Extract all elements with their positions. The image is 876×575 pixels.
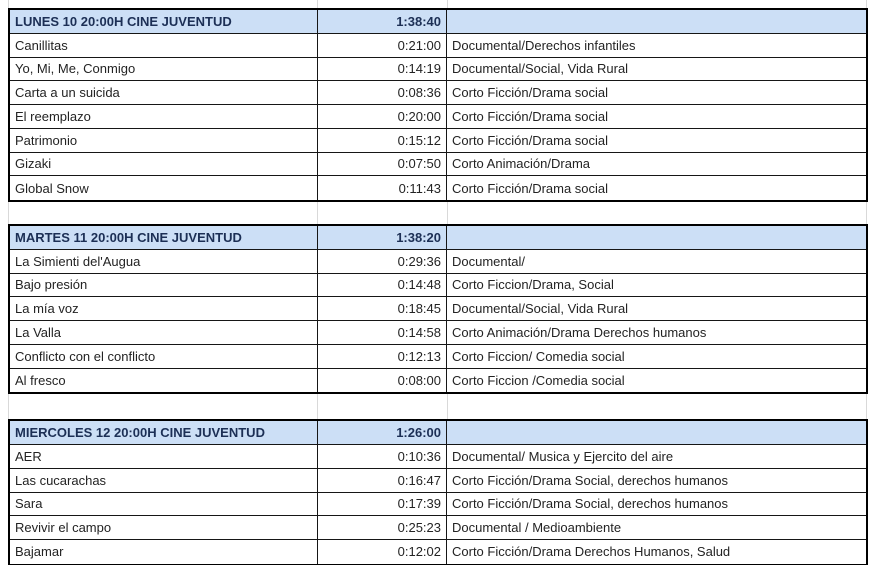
film-title-cell[interactable]: Bajo presión	[10, 274, 318, 297]
film-genre-cell[interactable]: Corto Ficcion /Comedia social	[452, 372, 625, 388]
film-genre-cell[interactable]: Corto Ficción/Drama Social, derechos humanos	[452, 496, 729, 512]
table-header-row	[10, 226, 866, 250]
film-genre-cell[interactable]: Corto Animación/Drama	[452, 156, 590, 172]
film-row	[10, 345, 866, 369]
film-row	[10, 469, 866, 493]
session-empty-header-cell[interactable]	[447, 226, 866, 249]
film-title-cell[interactable]: Bajamar	[10, 540, 318, 564]
film-title-cell[interactable]: Canillitas	[10, 34, 318, 57]
table-header-row	[10, 421, 866, 445]
film-genre-cell[interactable]: Corto Ficción/Drama Social, derechos humanos	[452, 472, 729, 488]
film-row	[10, 493, 866, 517]
film-title-cell[interactable]: AER	[10, 445, 318, 468]
film-row	[10, 81, 866, 105]
film-duration-cell[interactable]: 0:16:47	[318, 469, 447, 492]
film-title-cell[interactable]: Las cucarachas	[10, 469, 318, 492]
film-duration-cell[interactable]: 0:14:48	[318, 274, 447, 297]
faint-gridline	[447, 394, 448, 419]
film-title-cell[interactable]: Yo, Mi, Me, Conmigo	[10, 58, 318, 81]
film-row	[10, 153, 866, 177]
film-genre-cell[interactable]: Documental/Social, Vida Rural	[452, 301, 629, 317]
film-genre-cell[interactable]: Corto Ficcion/Drama, Social	[452, 277, 614, 293]
film-row	[10, 105, 866, 129]
faint-gridline	[317, 0, 318, 8]
film-title-cell[interactable]: Conflicto con el conflicto	[10, 345, 318, 368]
film-row	[10, 445, 866, 469]
film-row	[10, 58, 866, 82]
film-row	[10, 369, 866, 393]
faint-gridline	[866, 202, 867, 224]
film-duration-cell[interactable]: 0:20:00	[318, 105, 447, 128]
film-title-cell[interactable]: Sara	[10, 493, 318, 516]
film-duration-cell[interactable]: 0:08:36	[318, 81, 447, 104]
schedule-table	[8, 224, 868, 394]
film-row	[10, 540, 866, 564]
film-genre-cell[interactable]: Corto Ficción/Drama social	[452, 132, 609, 148]
film-duration-cell[interactable]: 0:25:23	[318, 516, 447, 539]
session-duration-cell[interactable]: 1:38:20	[318, 226, 447, 249]
film-genre-cell[interactable]: Corto Ficción/Drama social	[452, 108, 609, 124]
faint-gridline	[866, 0, 867, 8]
film-title-cell[interactable]: Al fresco	[10, 369, 318, 393]
film-genre-cell[interactable]: Corto Animación/Drama Derechos humanos	[452, 324, 707, 340]
film-genre-cell[interactable]: Documental/Social, Vida Rural	[452, 61, 629, 77]
gridline-strip-gap	[8, 394, 868, 419]
film-row	[10, 321, 866, 345]
film-row	[10, 34, 866, 58]
film-duration-cell[interactable]: 0:18:45	[318, 297, 447, 320]
film-genre-cell[interactable]: Documental/	[452, 253, 525, 269]
session-title-cell[interactable]: MARTES 11 20:00H CINE JUVENTUD	[10, 226, 318, 249]
film-title-cell[interactable]: El reemplazo	[10, 105, 318, 128]
film-duration-cell[interactable]: 0:11:43	[318, 176, 447, 200]
faint-gridline	[866, 394, 867, 419]
film-title-cell[interactable]: Gizaki	[10, 153, 318, 176]
session-duration-cell[interactable]: 1:38:40	[318, 10, 447, 33]
film-row	[10, 297, 866, 321]
faint-gridline	[317, 202, 318, 224]
film-genre-cell[interactable]: Corto Ficción/Drama social	[452, 180, 609, 196]
film-duration-cell[interactable]: 0:17:39	[318, 493, 447, 516]
film-title-cell[interactable]: Global Snow	[10, 176, 318, 200]
film-row	[10, 176, 866, 200]
faint-gridline	[8, 0, 9, 8]
gridline-strip-top	[8, 0, 868, 8]
film-duration-cell[interactable]: 0:12:02	[318, 540, 447, 564]
faint-gridline	[447, 0, 448, 8]
schedule-table	[8, 8, 868, 202]
film-genre-cell[interactable]: Corto Ficcion/ Comedia social	[452, 348, 625, 364]
film-duration-cell[interactable]: 0:29:36	[318, 250, 447, 273]
faint-gridline	[8, 394, 9, 419]
film-row	[10, 129, 866, 153]
table-header-row	[10, 10, 866, 34]
film-title-cell[interactable]: Carta a un suicida	[10, 81, 318, 104]
faint-gridline	[8, 202, 9, 224]
film-row	[10, 250, 866, 274]
film-genre-cell[interactable]: Documental/Derechos infantiles	[452, 37, 636, 53]
film-title-cell[interactable]: La Simienti del'Augua	[10, 250, 318, 273]
film-genre-cell[interactable]: Documental/ Musica y Ejercito del aire	[452, 448, 674, 464]
film-row	[10, 516, 866, 540]
faint-gridline	[317, 394, 318, 419]
schedule-tables	[8, 8, 868, 565]
film-genre-cell[interactable]: Corto Ficción/Drama Derechos Humanos, Salud	[452, 544, 731, 560]
film-duration-cell[interactable]: 0:21:00	[318, 34, 447, 57]
film-duration-cell[interactable]: 0:08:00	[318, 369, 447, 393]
film-duration-cell[interactable]: 0:15:12	[318, 129, 447, 152]
gridline-strip-gap	[8, 202, 868, 224]
film-duration-cell[interactable]: 0:07:50	[318, 153, 447, 176]
schedule-table	[8, 419, 868, 565]
film-duration-cell[interactable]: 0:14:19	[318, 58, 447, 81]
film-duration-cell[interactable]: 0:10:36	[318, 445, 447, 468]
session-empty-header-cell[interactable]	[447, 421, 866, 444]
film-duration-cell[interactable]: 0:12:13	[318, 345, 447, 368]
faint-gridline	[447, 202, 448, 224]
film-title-cell[interactable]: Revivir el campo	[10, 516, 318, 539]
film-title-cell[interactable]: La mía voz	[10, 297, 318, 320]
film-genre-cell[interactable]: Corto Ficción/Drama social	[452, 85, 609, 101]
film-genre-cell[interactable]: Documental / Medioambiente	[452, 520, 622, 536]
film-title-cell[interactable]: La Valla	[10, 321, 318, 344]
session-duration-cell[interactable]: 1:26:00	[318, 421, 447, 444]
session-title-cell[interactable]: LUNES 10 20:00H CINE JUVENTUD	[10, 10, 318, 33]
session-empty-header-cell[interactable]	[447, 10, 866, 33]
film-duration-cell[interactable]: 0:14:58	[318, 321, 447, 344]
film-title-cell[interactable]: Patrimonio	[10, 129, 318, 152]
film-row	[10, 274, 866, 298]
session-title-cell[interactable]: MIERCOLES 12 20:00H CINE JUVENTUD	[10, 421, 318, 444]
